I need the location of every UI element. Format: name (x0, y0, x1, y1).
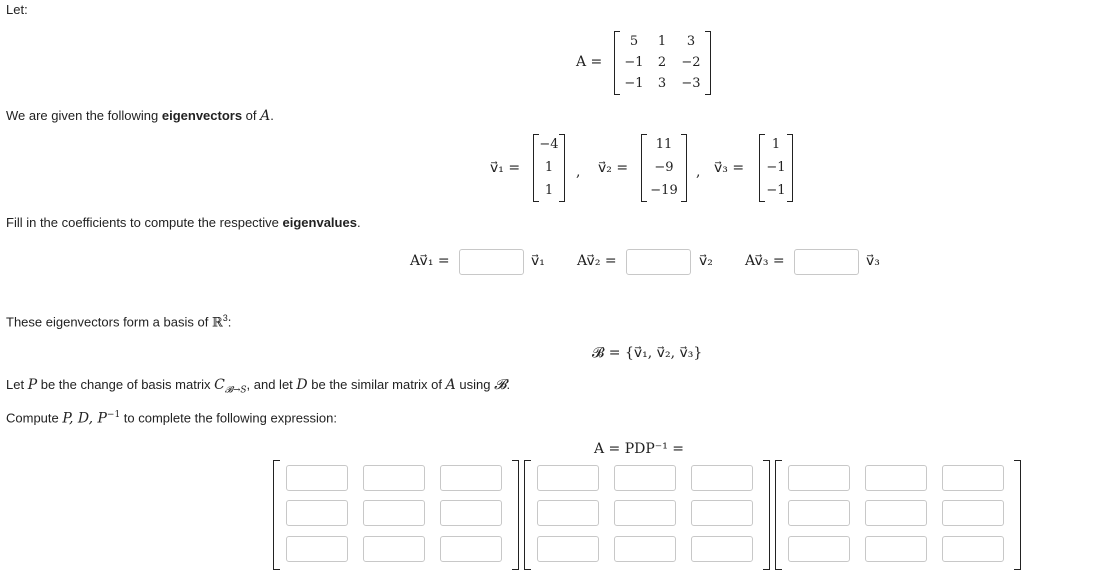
matrix-a-cell: −2 (681, 55, 701, 70)
vector-2-entry: −19 (650, 183, 678, 198)
matrix-p-entry-input[interactable] (286, 536, 348, 562)
matrix-d-entry-input[interactable] (614, 500, 676, 526)
matrix-a-cell: 5 (629, 34, 639, 49)
matrix-p-entry-input[interactable] (286, 500, 348, 526)
matrix-pinv-entry-input[interactable] (942, 536, 1004, 562)
matrix-a-cell: −1 (624, 76, 644, 91)
eq1-rhs: v⃗₁ (531, 253, 545, 269)
matrix-d-right-bracket (763, 460, 770, 570)
eigenvalue-1-input[interactable] (459, 249, 524, 275)
matrix-a-label: A = (576, 54, 603, 70)
matrix-pinv-entry-input[interactable] (865, 465, 927, 491)
matrix-p-entry-input[interactable] (440, 465, 502, 491)
change-of-basis-sentence: Let P be the change of basis matrix $C_{𝓑\to S}$, and let D be the similar matrix of A using 𝓑. (6, 377, 511, 396)
matrix-a (614, 31, 711, 95)
vector-1 (533, 134, 565, 202)
matrix-d-entry-input[interactable] (691, 536, 753, 562)
let-label: Let: (6, 2, 28, 17)
vector-3-label: v⃗₃ = (714, 160, 745, 176)
matrix-a-cell: 1 (657, 34, 667, 49)
vector-2 (641, 134, 687, 202)
vector-3-entry: −1 (766, 160, 786, 175)
matrix-pinv-entry-input[interactable] (788, 500, 850, 526)
vector-separator: , (696, 164, 701, 180)
matrix-a-cell: 3 (686, 34, 696, 49)
vector-3-entry: −1 (766, 183, 786, 198)
matrix-a-cell: 3 (657, 76, 667, 91)
matrix-pinv-entry-input[interactable] (788, 536, 850, 562)
matrix-a-cell: −3 (681, 76, 701, 91)
matrix-d-entry-input[interactable] (614, 465, 676, 491)
vector-3 (759, 134, 793, 202)
matrix-p-entry-input[interactable] (363, 536, 425, 562)
eq2-lhs: Av⃗₂ = (577, 253, 617, 269)
eq3-lhs: Av⃗₃ = (745, 253, 785, 269)
basis-sentence: These eigenvectors form a basis of ℝ$^3$: (6, 313, 232, 331)
matrix-pinv-entry-input[interactable] (942, 500, 1004, 526)
eigenvectors-sentence: We are given the following eigenvectors of A. (6, 108, 274, 124)
basis-equation: 𝓑 = {v⃗₁, v⃗₂, v⃗₃} (592, 345, 703, 361)
matrix-d-entry-input[interactable] (537, 465, 599, 491)
matrix-d-entry-input[interactable] (537, 500, 599, 526)
matrix-pinv-entry-input[interactable] (865, 500, 927, 526)
matrix-a-cell: 2 (657, 55, 667, 70)
matrix-d-entry-input[interactable] (691, 500, 753, 526)
eq3-rhs: v⃗₃ (866, 253, 880, 269)
matrix-p-right-bracket (512, 460, 519, 570)
eq1-lhs: Av⃗₁ = (410, 253, 450, 269)
eigenvalue-2-input[interactable] (626, 249, 691, 275)
matrix-p-entry-input[interactable] (286, 465, 348, 491)
matrix-a-cell: −1 (624, 55, 644, 70)
matrix-p-entry-input[interactable] (440, 536, 502, 562)
eq2-rhs: v⃗₂ (699, 253, 713, 269)
eigenvalue-3-input[interactable] (794, 249, 859, 275)
matrix-pinv-entry-input[interactable] (865, 536, 927, 562)
vector-1-label: v⃗₁ = (490, 160, 521, 176)
vector-1-entry: 1 (544, 183, 554, 198)
vector-1-entry: 1 (544, 160, 554, 175)
vector-1-entry: −4 (539, 137, 559, 152)
matrix-pinv-entry-input[interactable] (788, 465, 850, 491)
matrix-pinv-entry-input[interactable] (942, 465, 1004, 491)
vector-2-entry: −9 (654, 160, 674, 175)
matrix-d-entry-input[interactable] (691, 465, 753, 491)
fill-in-sentence: Fill in the coefficients to compute the respective eigenvalues. (6, 215, 361, 230)
vector-3-entry: 1 (771, 137, 781, 152)
matrix-p-entry-input[interactable] (363, 465, 425, 491)
matrix-d-entry-input[interactable] (614, 536, 676, 562)
matrix-p-entry-input[interactable] (440, 500, 502, 526)
vector-2-entry: 11 (655, 137, 673, 152)
matrix-p-entry-input[interactable] (363, 500, 425, 526)
compute-sentence: Compute P, D, $P^{-1}$ to complete the following expression: (6, 410, 337, 427)
matrix-pinv-right-bracket (1014, 460, 1021, 570)
matrix-pinv-left-bracket (775, 460, 782, 570)
vector-separator: , (576, 164, 581, 180)
pdp-equation: A = PDP⁻¹ = (594, 441, 684, 457)
matrix-d-entry-input[interactable] (537, 536, 599, 562)
matrix-d-left-bracket (524, 460, 531, 570)
vector-2-label: v⃗₂ = (598, 160, 629, 176)
matrix-p-left-bracket (273, 460, 280, 570)
